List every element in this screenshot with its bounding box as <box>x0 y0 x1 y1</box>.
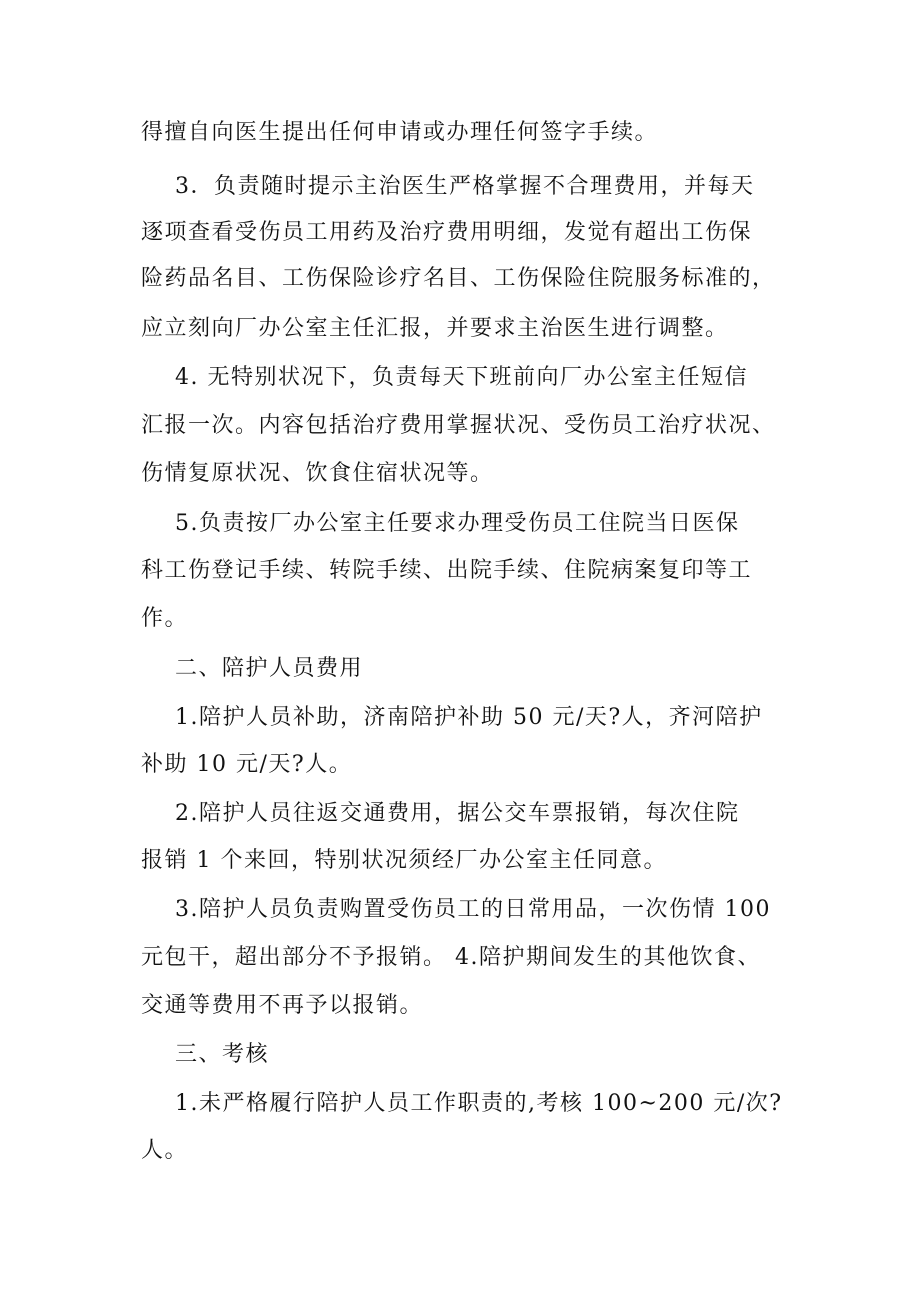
paragraph-line: 应立刻向厂办公室主任汇报，并要求主治医生进行调整。 <box>141 316 729 341</box>
paragraph-line: 2.陪护人员往返交通费用，据公交车票报销，每次住院 <box>175 801 740 826</box>
paragraph-line: 1.陪护人员补助，济南陪护补助 50 元/天?人，齐河陪护 <box>175 705 763 730</box>
paragraph-line: 报销 1 个来回，特别状况须经厂办公室主任同意。 <box>141 848 667 873</box>
paragraph-line: 交通等费用不再予以报销。 <box>141 993 424 1018</box>
paragraph-line: 4. 无特别状况下，负责每天下班前向厂办公室主任短信 <box>175 365 748 390</box>
paragraph-line: 汇报一次。内容包括治疗费用掌握状况、受伤员工治疗状况、 <box>141 413 776 438</box>
paragraph-line: 伤情复原状况、饮食住宿状况等。 <box>141 461 494 486</box>
paragraph-line: 人。 <box>141 1138 189 1163</box>
paragraph-line: 逐项查看受伤员工用药及治疗费用明细，发觉有超出工伤保 <box>141 220 753 245</box>
section-heading: 二、陪护人员费用 <box>175 656 364 681</box>
paragraph-line: 补助 10 元/天?人。 <box>141 752 353 777</box>
paragraph-line: 险药品名目、工伤保险诊疗名目、工伤保险住院服务标准的， <box>141 266 776 291</box>
paragraph-line: 得擅自向医生提出任何申请或办理任何签字手续。 <box>141 120 659 145</box>
section-heading: 三、考核 <box>175 1042 270 1067</box>
paragraph-line: 元包干，超出部分不予报销。 4.陪护期间发生的其他饮食、 <box>141 945 761 970</box>
paragraph-line: 5.负责按厂办公室主任要求办理受伤员工住院当日医保 <box>175 511 740 536</box>
paragraph-line: 作。 <box>141 606 189 631</box>
paragraph-line: 1.未严格履行陪护人员工作职责的,考核 100~200 元/次? <box>175 1091 783 1116</box>
paragraph-line: 3．负责随时提示主治医生严格掌握不合理费用，并每天 <box>175 174 755 199</box>
paragraph-line: 3.陪护人员负责购置受伤员工的日常用品，一次伤情 100 <box>175 897 771 922</box>
paragraph-line: 科工伤登记手续、转院手续、出院手续、住院病案复印等工 <box>141 558 753 583</box>
